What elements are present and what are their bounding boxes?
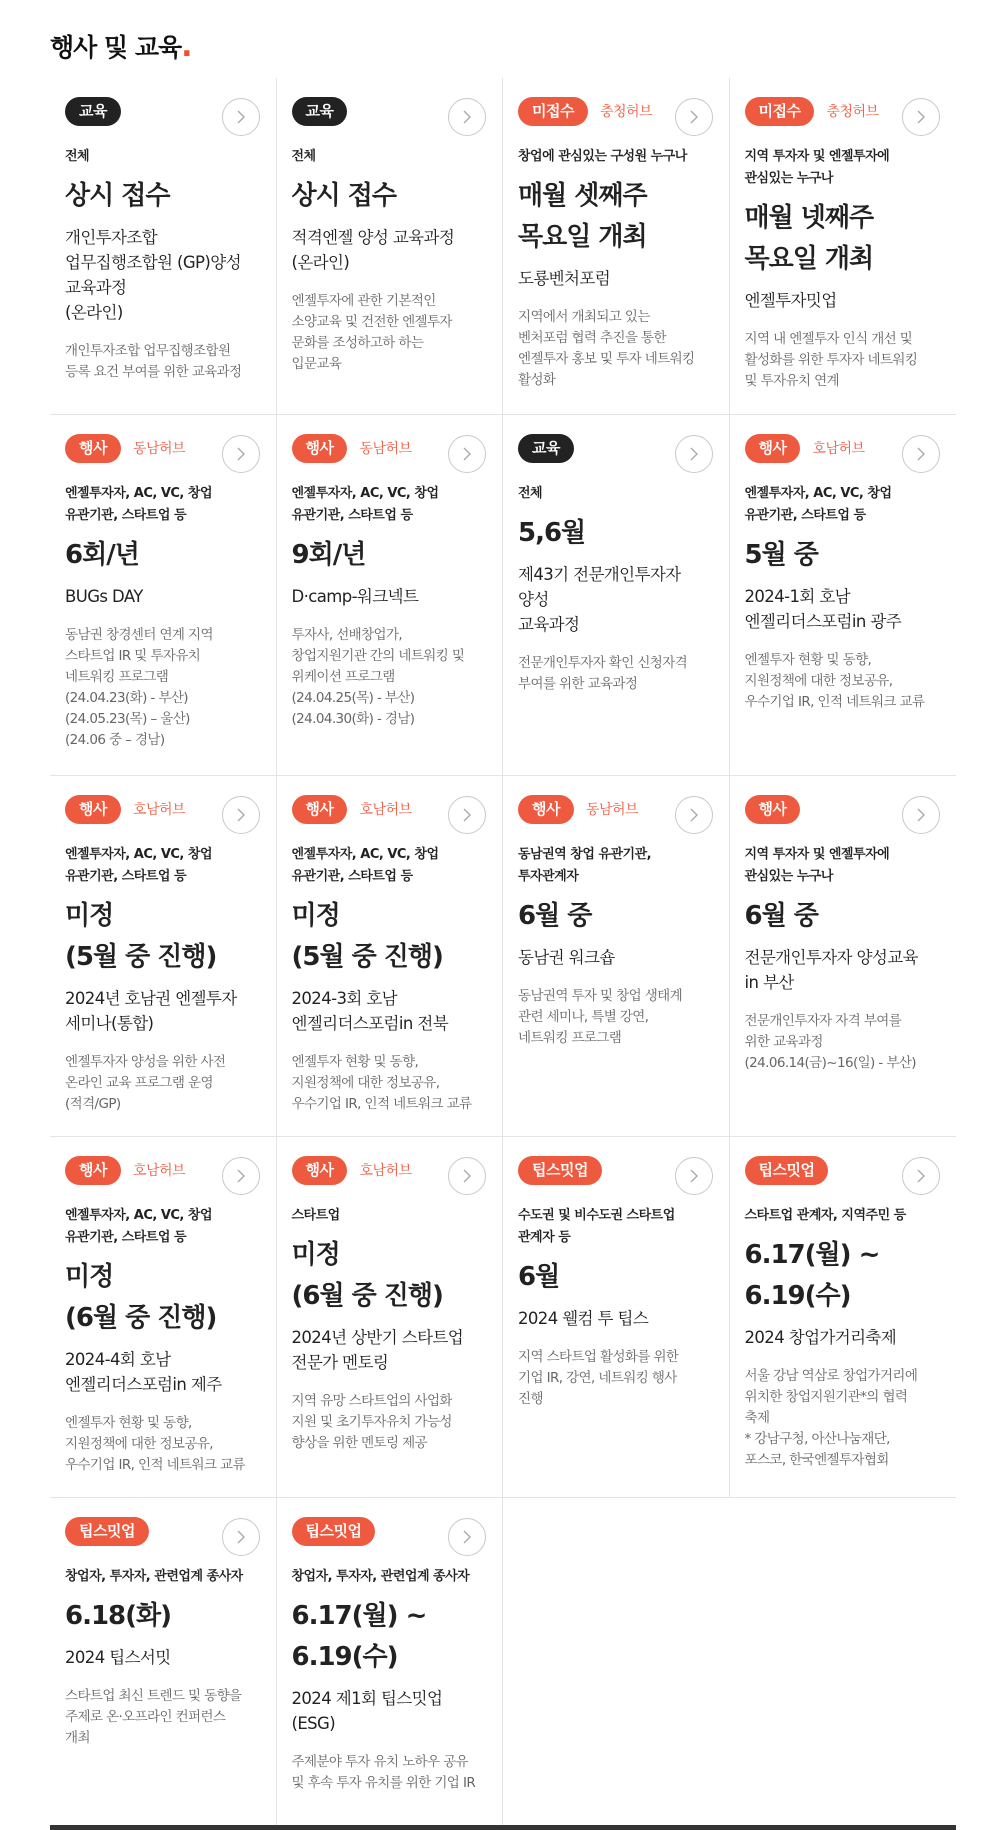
event-description: 주제분야 투자 유치 노하우 공유 및 후속 투자 유치를 위한 기업 IR (291, 1754, 476, 1791)
category-badge: 팁스밋업 (745, 1156, 829, 1185)
event-description: 동남권 창경센터 연계 지역 스타트업 IR 및 투자유치 네트워킹 프로그램 (24.04.23(화) - 부산) (24.05.23(목) – 울산) (24.06 중 – 경남) (65, 627, 213, 748)
event-description: 엔젤투자 현황 및 동향, 지원정책에 대한 정보공유, 우수기업 IR, 인적 네트워크 교류 (744, 652, 925, 710)
hub-label: 충청허브 (826, 104, 879, 120)
target-audience: 전체 (291, 149, 316, 164)
event-name: 2024 제1회 팁스밋업 (ESG) (291, 1689, 443, 1733)
event-date: 상시 접수 (65, 181, 170, 211)
event-date: 9회/년 (291, 540, 366, 570)
event-name: 2024-3회 호남 엔젤리더스포럼in 전북 (291, 989, 449, 1033)
category-badge: 팁스밋업 (292, 1517, 376, 1546)
detail-button[interactable] (902, 796, 940, 834)
event-card[interactable] (503, 776, 730, 1137)
detail-button[interactable] (222, 1518, 260, 1556)
event-name: 2024 팁스서밋 (65, 1648, 171, 1667)
hub-label: 호남허브 (812, 441, 865, 457)
event-description: 엔젤투자자 양성을 위한 사전 온라인 교육 프로그램 운영 (적격/GP) (65, 1054, 226, 1112)
category-badge: 행사 (745, 434, 801, 463)
event-card[interactable] (730, 78, 957, 415)
bottom-divider (50, 1825, 956, 1830)
event-card[interactable] (277, 1137, 504, 1498)
target-audience: 창업자, 투자자, 관련업계 종사자 (291, 1569, 470, 1584)
chevron-right-icon (915, 110, 927, 124)
target-audience: 지역 투자자 및 엔젤투자에 관심있는 누구나 (744, 847, 890, 884)
event-card[interactable] (277, 776, 504, 1137)
detail-button[interactable] (675, 98, 713, 136)
event-date: 5월 중 (744, 540, 818, 570)
event-name: 2024 창업가거리축제 (744, 1328, 897, 1347)
target-audience: 엔젤투자자, AC, VC, 창업 유관기관, 스타트업 등 (291, 486, 439, 523)
category-badge: 팁스밋업 (518, 1156, 602, 1185)
hub-label: 호남허브 (359, 1163, 412, 1179)
event-description: 전문개인투자자 자격 부여를 위한 교육과정 (24.06.14(금)~16(일) - 부산) (744, 1013, 916, 1071)
event-description: 지역 스타트업 활성화를 위한 기업 IR, 강연, 네트워킹 행사 진행 (518, 1349, 679, 1407)
event-date: 5,6월 (518, 518, 586, 548)
category-badge: 교육 (518, 434, 574, 463)
target-audience: 창업에 관심있는 구성원 누구나 (518, 149, 687, 164)
event-name: 2024 웰컴 투 팁스 (518, 1309, 649, 1328)
event-date: 미정 (6월 중 진행) (65, 1262, 217, 1333)
detail-button[interactable] (448, 435, 486, 473)
event-date: 미정 (5월 중 진행) (65, 901, 217, 972)
event-date: 6.17(월) ~ 6.19(수) (744, 1240, 880, 1311)
detail-button[interactable] (675, 796, 713, 834)
detail-button[interactable] (902, 435, 940, 473)
chevron-right-icon (461, 1169, 473, 1183)
category-badge: 미접수 (745, 97, 815, 126)
event-grid (50, 78, 956, 1830)
event-card[interactable] (50, 1498, 277, 1830)
detail-button[interactable] (222, 796, 260, 834)
chevron-right-icon (915, 808, 927, 822)
category-badge: 팁스밋업 (65, 1517, 149, 1546)
target-audience: 전체 (65, 149, 90, 164)
target-audience: 엔젤투자자, AC, VC, 창업 유관기관, 스타트업 등 (744, 486, 892, 523)
event-name: 엔젤투자밋업 (744, 291, 837, 310)
hub-label: 동남허브 (132, 441, 186, 457)
event-name: 2024-4회 호남 엔젤리더스포럼in 제주 (65, 1350, 222, 1394)
detail-button[interactable] (675, 435, 713, 473)
event-date: 매월 넷째주 목요일 개최 (744, 203, 874, 274)
page-title-text: 행사 및 교육 (50, 33, 182, 62)
detail-button[interactable] (448, 98, 486, 136)
event-date: 상시 접수 (291, 181, 397, 211)
chevron-right-icon (235, 447, 247, 461)
event-description: 투자사, 선배창업가, 창업지원기관 간의 네트워킹 및 위케이션 프로그램 (24.04.25(목) - 부산) (24.04.30(화) - 경남) (291, 627, 465, 727)
event-date: 6월 (518, 1262, 560, 1292)
event-date: 6회/년 (65, 540, 139, 570)
event-card[interactable] (277, 78, 504, 415)
empty-cell (503, 1498, 730, 1830)
target-audience: 동남권역 창업 유관기관, 투자관계자 (518, 847, 652, 884)
detail-button[interactable] (222, 98, 260, 136)
target-audience: 엔젤투자자, AC, VC, 창업 유관기관, 스타트업 등 (65, 486, 213, 523)
empty-cell (730, 1498, 957, 1830)
category-badge: 교육 (65, 97, 121, 126)
event-name: 2024년 상반기 스타트업 전문가 멘토링 (291, 1328, 464, 1372)
title-accent-dot: . (181, 29, 192, 64)
detail-button[interactable] (675, 1157, 713, 1195)
event-date: 미정 (6월 중 진행) (291, 1240, 443, 1311)
target-audience: 엔젤투자자, AC, VC, 창업 유관기관, 스타트업 등 (65, 1208, 213, 1245)
event-card[interactable] (503, 415, 730, 776)
event-description: 지역 유망 스타트업의 사업화 지원 및 초기투자유치 가능성 향상을 위한 멘토링 제공 (291, 1393, 452, 1451)
chevron-right-icon (461, 808, 473, 822)
event-card[interactable] (730, 776, 957, 1137)
chevron-right-icon (235, 1530, 247, 1544)
event-name: BUGs DAY (65, 587, 143, 606)
target-audience: 창업자, 투자자, 관련업계 종사자 (65, 1569, 243, 1584)
event-date: 6.18(화) (65, 1601, 172, 1631)
event-description: 지역 내 엔젤투자 인식 개선 및 활성화를 위한 투자자 네트워킹 및 투자유치 연계 (744, 331, 918, 389)
category-badge: 행사 (745, 795, 801, 824)
event-name: 2024년 호남권 엔젤투자 세미나(통합) (65, 989, 237, 1033)
chevron-right-icon (235, 808, 247, 822)
detail-button[interactable] (902, 98, 940, 136)
event-description: 개인투자조합 업무집행조합원 등록 요건 부여를 위한 교육과정 (65, 343, 242, 380)
hub-label: 충청허브 (599, 104, 653, 120)
event-card[interactable] (277, 415, 504, 776)
category-badge: 행사 (292, 795, 348, 824)
event-name: 2024-1회 호남 엔젤리더스포럼in 광주 (744, 587, 902, 631)
category-badge: 행사 (292, 434, 348, 463)
target-audience: 스타트업 관계자, 지역주민 등 (744, 1208, 906, 1223)
chevron-right-icon (688, 110, 700, 124)
event-description: 스타트업 최신 트렌드 및 동향을 주제로 온·오프라인 컨퍼런스 개최 (65, 1688, 242, 1746)
chevron-right-icon (461, 1530, 473, 1544)
chevron-right-icon (235, 110, 247, 124)
event-description: 서울 강남 역삼로 창업가거리에 위치한 창업지원기관*의 협력 축제 * 강남구청, 아산나눔재단, 포스코, 한국엔젤투자협회 (744, 1368, 918, 1468)
event-date: 매월 셋째주 목요일 개최 (518, 181, 647, 252)
detail-button[interactable] (448, 1518, 486, 1556)
event-card[interactable] (50, 1137, 277, 1498)
category-badge: 행사 (65, 1156, 121, 1185)
event-card[interactable] (730, 1137, 957, 1498)
event-description: 엔젤투자에 관한 기본적인 소양교육 및 건전한 엔젤투자 문화를 조성하고하 하는 입문교육 (291, 293, 452, 372)
chevron-right-icon (688, 808, 700, 822)
event-name: 동남권 워크숍 (518, 948, 615, 967)
target-audience: 지역 투자자 및 엔젤투자에 관심있는 누구나 (744, 149, 890, 186)
chevron-right-icon (461, 110, 473, 124)
event-date: 6월 중 (744, 901, 818, 931)
event-card[interactable] (277, 1498, 504, 1830)
target-audience: 스타트업 (291, 1208, 340, 1223)
event-date: 미정 (5월 중 진행) (291, 901, 443, 972)
detail-button[interactable] (448, 796, 486, 834)
category-badge: 행사 (518, 795, 574, 824)
event-card[interactable] (50, 776, 277, 1137)
hub-label: 호남허브 (359, 802, 412, 818)
category-badge: 교육 (292, 97, 348, 126)
target-audience: 엔젤투자자, AC, VC, 창업 유관기관, 스타트업 등 (65, 847, 213, 884)
event-description: 지역에서 개최되고 있는 벤처포럼 협력 추진을 통한 엔젤투자 홍보 및 투자 네트워킹 활성화 (518, 309, 695, 388)
hub-label: 동남허브 (585, 802, 639, 818)
chevron-right-icon (688, 447, 700, 461)
detail-button[interactable] (222, 1157, 260, 1195)
event-description: 엔젤투자 현황 및 동향, 지원정책에 대한 정보공유, 우수기업 IR, 인적 네트워크 교류 (291, 1054, 472, 1112)
event-card[interactable] (503, 78, 730, 415)
event-date: 6.17(월) ~ 6.19(수) (291, 1601, 427, 1672)
chevron-right-icon (688, 1169, 700, 1183)
chevron-right-icon (915, 447, 927, 461)
event-name: 제43기 전문개인투자자 양성 교육과정 (518, 565, 681, 634)
category-badge: 행사 (65, 434, 121, 463)
event-card[interactable] (503, 1137, 730, 1498)
detail-button[interactable] (902, 1157, 940, 1195)
event-name: 개인투자조합 업무집행조합원 (GP)양성 교육과정 (온라인) (65, 228, 241, 322)
event-description: 엔젤투자 현황 및 동향, 지원정책에 대한 정보공유, 우수기업 IR, 인적 네트워크 교류 (65, 1415, 245, 1473)
event-date: 6월 중 (518, 901, 592, 931)
event-name: D·camp-워크넥트 (291, 587, 419, 606)
event-name: 도룡벤처포럼 (518, 269, 611, 288)
event-name: 적격엔젤 양성 교육과정 (온라인) (291, 228, 455, 272)
target-audience: 엔젤투자자, AC, VC, 창업 유관기관, 스타트업 등 (291, 847, 439, 884)
detail-button[interactable] (222, 435, 260, 473)
event-description: 동남권역 투자 및 창업 생태계 관련 세미나, 특별 강연, 네트워킹 프로그램 (518, 988, 683, 1046)
hub-label: 호남허브 (132, 1163, 186, 1179)
chevron-right-icon (915, 1169, 927, 1183)
event-card[interactable] (50, 415, 277, 776)
chevron-right-icon (461, 447, 473, 461)
category-badge: 행사 (292, 1156, 348, 1185)
chevron-right-icon (235, 1169, 247, 1183)
category-badge: 미접수 (518, 97, 588, 126)
target-audience: 전체 (518, 486, 543, 501)
event-name: 전문개인투자자 양성교육 in 부산 (744, 948, 918, 992)
hub-label: 호남허브 (132, 802, 186, 818)
target-audience: 수도권 및 비수도권 스타트업 관계자 등 (518, 1208, 675, 1245)
hub-label: 동남허브 (359, 441, 412, 457)
event-card[interactable] (730, 415, 957, 776)
category-badge: 행사 (65, 795, 121, 824)
event-card[interactable] (50, 78, 277, 415)
page-title (50, 28, 192, 64)
detail-button[interactable] (448, 1157, 486, 1195)
event-description: 전문개인투자자 확인 신청자격 부여를 위한 교육과정 (518, 655, 688, 692)
